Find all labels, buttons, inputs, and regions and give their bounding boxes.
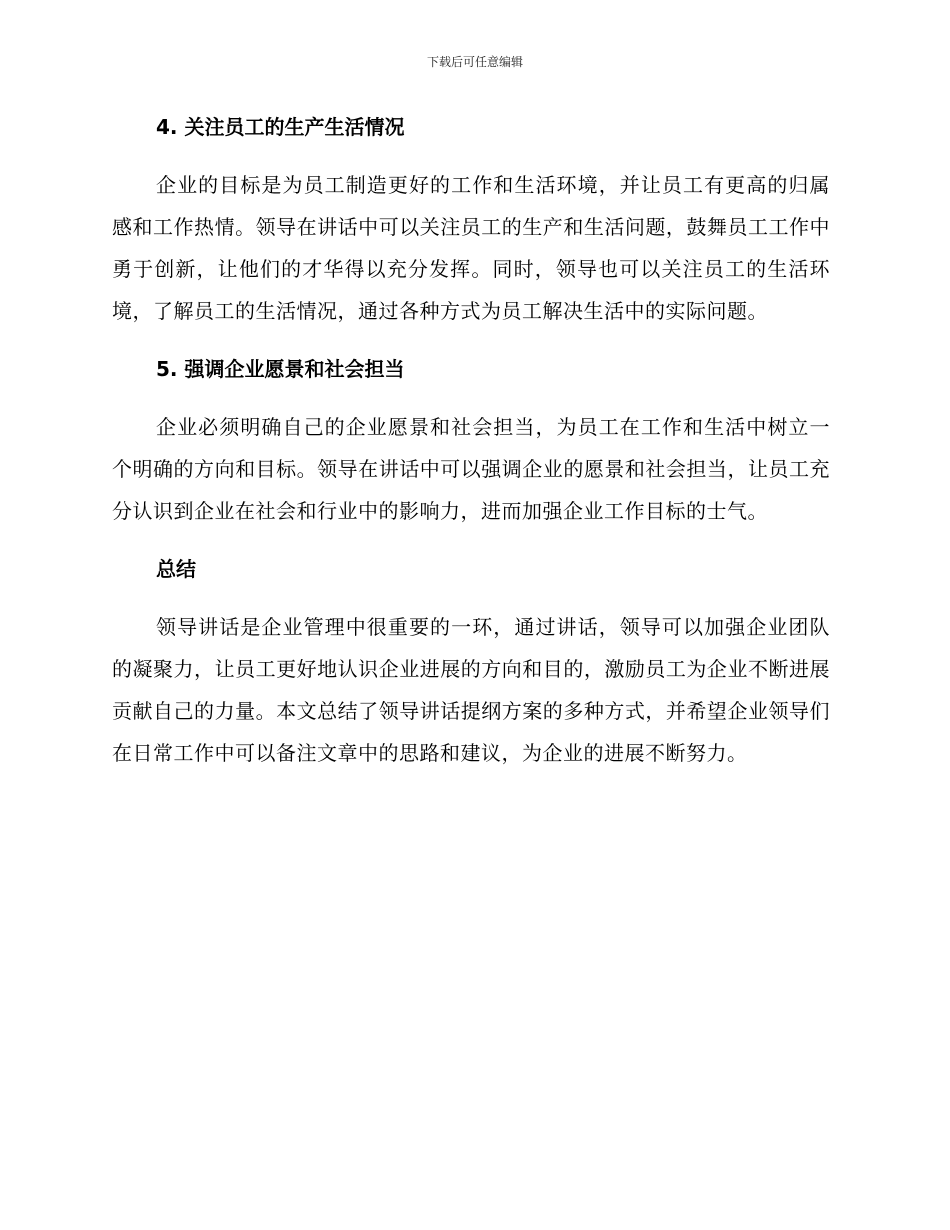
document-body (112, 106, 830, 790)
section-paragraph-5: 企业必须明确自己的企业愿景和社会担当，为员工在工作和生活中树立一个明确的方向和目标。领导在讲话中可以强调企业的愿景和社会担当，让员工充分认识到企业在社会和行业中的影响力，进而加强企业工作目标的士气。 (112, 415, 830, 523)
section-heading-5: 5. 强调企业愿景和社会担当 (156, 357, 405, 381)
section-paragraph-4: 企业的目标是为员工制造更好的工作和生活环境，并让员工有更高的归属感和工作热情。领导在讲话中可以关注员工的生产和生活问题，鼓舞员工工作中勇于创新，让他们的才华得以充分发挥。同时，领导也可以关注员工的生活环境，了解员工的生活情况，通过各种方式为员工解决生活中的实际问题。 (112, 173, 830, 323)
summary-paragraph: 领导讲话是企业管理中很重要的一环，通过讲话，领导可以加强企业团队的凝聚力，让员工更好地认识企业进展的方向和目的，激励员工为企业不断进展贡献自己的力量。本文总结了领导讲话提纲方案的多种方式，并希望企业领导们在日常工作中可以备注文章中的思路和建议，为企业的进展不断努力。 (112, 615, 830, 765)
section-heading-4: 4. 关注员工的生产生活情况 (156, 115, 405, 139)
summary-heading: 总结 (156, 557, 196, 581)
page-header: 下载后可任意编辑 (426, 55, 523, 69)
